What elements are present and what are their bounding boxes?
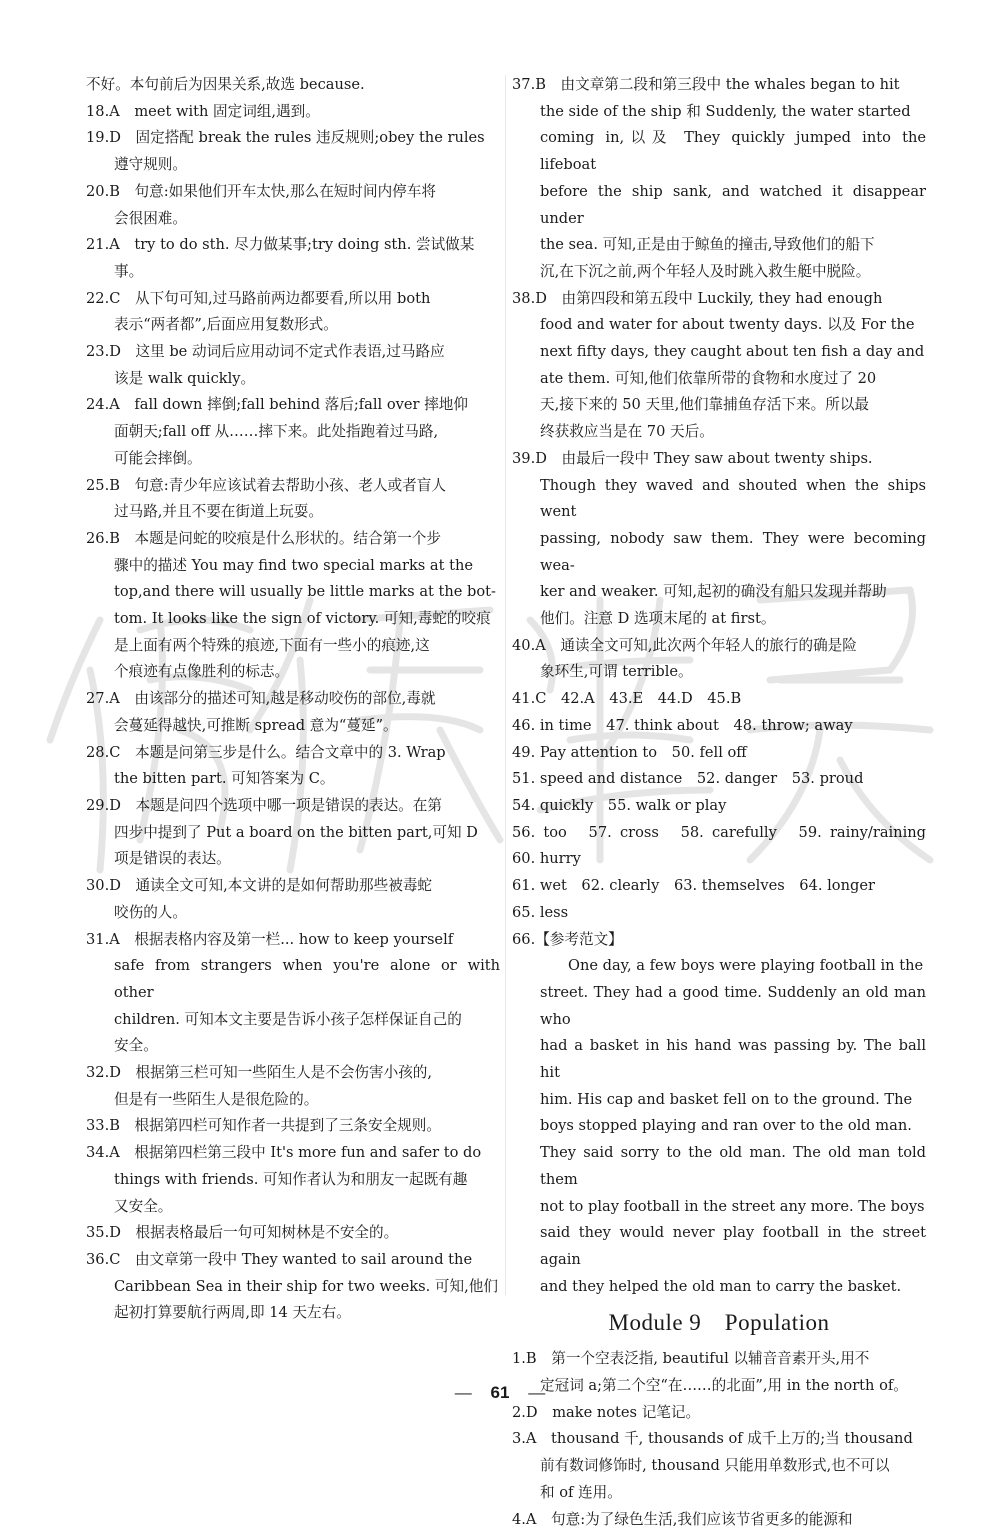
answer-line: 49. Pay attention to 50. fell off	[512, 743, 747, 761]
answer-line: had a basket in his hand was passing by. The ball hit	[540, 1037, 926, 1082]
answer-line: 遵守规则。	[114, 156, 187, 174]
answer-line: boys stopped playing and ran over to the old man.	[540, 1117, 912, 1135]
answer-line: 23.D 这里 be 动词后应用动词不定式作表语,过马路应	[86, 343, 445, 361]
answer-line: 39.D 由最后一段中 They saw about twenty ships.	[512, 449, 873, 467]
answer-line: the side of the ship 和 Suddenly, the water started	[540, 102, 911, 120]
answer-line: 18.A meet with 固定词组,遇到。	[86, 102, 320, 120]
answer-line: 面朝天;fall off 从……摔下来。此处指跑着过马路,	[114, 423, 439, 441]
answer-line: 该是 walk quickly。	[114, 369, 256, 387]
answer-item	[86, 473, 500, 526]
answer-line: 四步中提到了 Put a board on the bitten part,可知 D	[114, 823, 478, 841]
answer-item	[512, 740, 926, 767]
answer-line: coming in,以及 They quickly jumped into the lifeboat	[540, 129, 926, 174]
answer-line: safe from strangers when you're alone or with other	[114, 957, 500, 1001]
answer-item	[86, 526, 500, 686]
answer-item	[86, 927, 500, 1061]
answer-line: 34.A 根据第四栏第三段中 It's more fun and safer to do	[86, 1144, 482, 1162]
answer-item	[86, 1247, 500, 1327]
answer-item	[512, 820, 941, 873]
answer-item	[512, 873, 926, 900]
answer-line: 又安全。	[114, 1197, 173, 1215]
answer-line: 21.A try to do sth. 尽力做某事;try doing sth. 尝试做某	[86, 236, 475, 254]
answer-item	[86, 286, 500, 339]
answer-line: 25.B 句意:青少年应该试着去帮助小孩、老人或者盲人	[86, 476, 446, 494]
answer-line: ker and weaker. 可知,起初的确没有船只发现并帮助	[540, 583, 887, 601]
answer-item	[86, 392, 500, 472]
answer-item	[512, 1400, 926, 1427]
answer-line: 46. in time 47. think about 48. throw; away	[512, 716, 853, 734]
answer-line: 前有数词修饰时, thousand 只能用单数形式,也不可以	[540, 1457, 890, 1475]
answer-item	[512, 713, 926, 740]
answer-line: 4.A 句意:为了绿色生活,我们应该节省更多的能源和	[512, 1510, 853, 1528]
answer-line: the sea. 可知,正是由于鲸鱼的撞击,导致他们的船下	[540, 236, 875, 254]
answer-line: children. 可知本文主要是告诉小孩子怎样保证自己的	[114, 1010, 462, 1028]
answer-line: 27.A 由该部分的描述可知,越是移动咬伤的部位,毒就	[86, 690, 436, 708]
footer-dash-left: —	[454, 1383, 472, 1402]
answer-item	[86, 740, 500, 793]
answer-line: things with friends. 可知作者认为和朋友一起既有趣	[114, 1170, 468, 1188]
answer-item	[86, 1113, 500, 1140]
answer-line: 66.【参考范文】	[512, 930, 623, 948]
answer-line: 29.D 本题是问四个选项中哪一项是错误的表达。在第	[86, 796, 442, 814]
answer-item	[86, 232, 500, 285]
answer-line: 24.A fall down 摔倒;fall behind 落后;fall over 摔地仰	[86, 396, 468, 414]
answer-line: They said sorry to the old man. The old man told them	[540, 1144, 926, 1188]
answer-line: and they helped the old man to carry the basket.	[540, 1277, 902, 1295]
answer-line: 51. speed and distance 52. danger 53. proud	[512, 770, 864, 788]
answer-line: 项是错误的表达。	[114, 850, 231, 868]
answer-line: 沉,在下沉之前,两个年轻人及时跳入救生艇中脱险。	[540, 262, 871, 280]
answer-item	[512, 1426, 926, 1506]
answer-line: Caribbean Sea in their ship for two weeks. 可知,他们	[114, 1277, 498, 1295]
answer-line: 1.B 第一个空表泛指, beautiful 以辅音音素开头,用不	[512, 1350, 870, 1368]
answer-line: 定冠词 a;第二个空“在……的北面”,用 in the north of。	[540, 1377, 908, 1395]
answer-item	[512, 686, 926, 713]
answer-item	[512, 633, 926, 686]
answer-line: street. They had a good time. Suddenly an old man who	[540, 983, 926, 1028]
answer-line: 他们。注意 D 选项末尾的 at first。	[540, 610, 776, 628]
answer-item	[512, 286, 926, 446]
answer-line: 会蔓延得越快,可推断 spread 意为“蔓延”。	[114, 716, 398, 734]
page-number: 61	[490, 1383, 510, 1402]
answer-line: One day, a few boys were playing football in the	[568, 957, 924, 975]
section-heading: Module 9 Population	[608, 1310, 830, 1336]
answer-item	[86, 1140, 500, 1220]
answer-line: 起初打算要航行两周,即 14 天左右。	[114, 1304, 351, 1322]
answer-item	[86, 1220, 500, 1247]
answer-item	[86, 72, 500, 99]
answer-line: 65. less	[512, 903, 569, 921]
answer-line: passing, nobody saw them. They were becoming wea-	[540, 529, 926, 574]
answer-line: not to play football in the street any more. The boys	[540, 1197, 925, 1215]
column-divider	[505, 75, 506, 1295]
answer-line: 33.B 根据第四栏可知作者一共提到了三条安全规则。	[86, 1117, 441, 1135]
answer-line: 31.A 根据表格内容及第一栏... how to keep yourself	[86, 930, 454, 948]
answer-line: 终获救应当是在 70 天后。	[540, 423, 714, 441]
answer-line: 41.C 42.A 43.E 44.D 45.B	[512, 690, 742, 708]
page-footer	[0, 1383, 1000, 1403]
right-column	[512, 72, 941, 1533]
answer-line: the bitten part. 可知答案为 C。	[114, 770, 335, 788]
answer-line: 象环生,可谓 terrible。	[540, 663, 693, 681]
answer-line: 26.B 本题是问蛇的咬痕是什么形状的。结合第一个步	[86, 529, 441, 547]
answer-line: Though they waved and shouted when the ships went	[540, 476, 926, 521]
answer-line: him. His cap and basket fell on to the ground. The	[540, 1090, 913, 1108]
answer-line: 2.D make notes 记笔记。	[512, 1403, 701, 1421]
answer-item	[86, 1060, 500, 1113]
answer-item	[512, 900, 926, 927]
answer-item	[512, 793, 926, 820]
answer-line: 36.C 由文章第一段中 They wanted to sail around the	[86, 1250, 473, 1268]
answer-item	[512, 927, 926, 954]
answer-line: 个痕迹有点像胜利的标志。	[114, 663, 290, 681]
model-essay	[512, 953, 926, 1300]
answer-line: 是上面有两个特殊的痕迹,下面有一些小的痕迹,这	[114, 636, 430, 654]
answer-line: next fifty days, they caught about ten fish a day and	[540, 343, 925, 361]
answer-line: top,and there will usually be little marks at the bot-	[114, 583, 496, 601]
answer-line: before the ship sank, and watched it disappear under	[540, 182, 926, 227]
answer-line: 不好。本句前后为因果关系,故选 because.	[86, 76, 365, 93]
answer-line: 表示“两者都”,后面应用复数形式。	[114, 316, 338, 334]
answer-line: 咬伤的人。	[114, 903, 187, 921]
answer-line: 40.A 通读全文可知,此次两个年轻人的旅行的确是险	[512, 636, 857, 654]
answer-line: ate them. 可知,他们依靠所带的食物和水度过了 20	[540, 369, 877, 387]
answer-line: 38.D 由第四段和第五段中 Luckily, they had enough	[512, 289, 883, 307]
answer-item	[86, 873, 500, 926]
answer-item	[86, 99, 500, 126]
answer-line: 56. too 57. cross 58. carefully 59. rainy/raining 60. hurry	[512, 823, 941, 868]
answer-item	[86, 686, 500, 739]
answer-line: 28.C 本题是问第三步是什么。结合文章中的 3. Wrap	[86, 743, 446, 761]
answer-line: 35.D 根据表格最后一句可知树林是不安全的。	[86, 1224, 399, 1242]
answer-line: tom. It looks like the sign of victory. 可知,毒蛇的咬痕	[114, 610, 491, 628]
answer-line: 22.C 从下句可知,过马路前两边都要看,所以用 both	[86, 289, 431, 307]
answer-line: said they would never play football in the street again	[540, 1224, 926, 1268]
answer-line: 19.D 固定搭配 break the rules 违反规则;obey the rules	[86, 129, 485, 147]
answer-line: 和 of 连用。	[540, 1483, 622, 1501]
answer-line: 可能会摔倒。	[114, 449, 202, 467]
answer-line: 20.B 句意:如果他们开车太快,那么在短时间内停车将	[86, 182, 436, 200]
answer-line: 过马路,并且不要在街道上玩耍。	[114, 503, 323, 521]
answer-line: 30.D 通读全文可知,本文讲的是如何帮助那些被毒蛇	[86, 877, 433, 895]
answer-line: 37.B 由文章第二段和第三段中 the whales began to hit	[512, 76, 900, 93]
answer-line: 事。	[114, 262, 144, 280]
answer-item	[86, 793, 500, 873]
footer-dash-right: —	[528, 1383, 546, 1402]
answer-line: 3.A thousand 千, thousands of 成千上万的;当 thousand	[512, 1430, 913, 1448]
answer-item	[512, 72, 926, 286]
answer-item	[512, 766, 926, 793]
answer-item	[86, 339, 500, 392]
answer-line: 骤中的描述 You may find two special marks at the	[114, 556, 474, 574]
answer-line: 32.D 根据第三栏可知一些陌生人是不会伤害小孩的,	[86, 1064, 433, 1082]
answer-line: 安全。	[114, 1037, 158, 1055]
answer-item	[512, 446, 926, 633]
answer-item	[512, 1507, 926, 1533]
answer-item	[86, 179, 500, 232]
answer-line: food and water for about twenty days. 以及 For the	[540, 316, 915, 334]
answer-line: 但是有一些陌生人是很危险的。	[114, 1090, 319, 1108]
answer-line: 61. wet 62. clearly 63. themselves 64. longer	[512, 877, 875, 895]
answer-item	[86, 125, 500, 178]
answer-line: 会很困难。	[114, 209, 187, 227]
answer-line: 54. quickly 55. walk or play	[512, 796, 727, 814]
answer-line: 天,接下来的 50 天里,他们靠捕鱼存活下来。所以最	[540, 396, 870, 414]
left-column	[86, 72, 500, 1327]
